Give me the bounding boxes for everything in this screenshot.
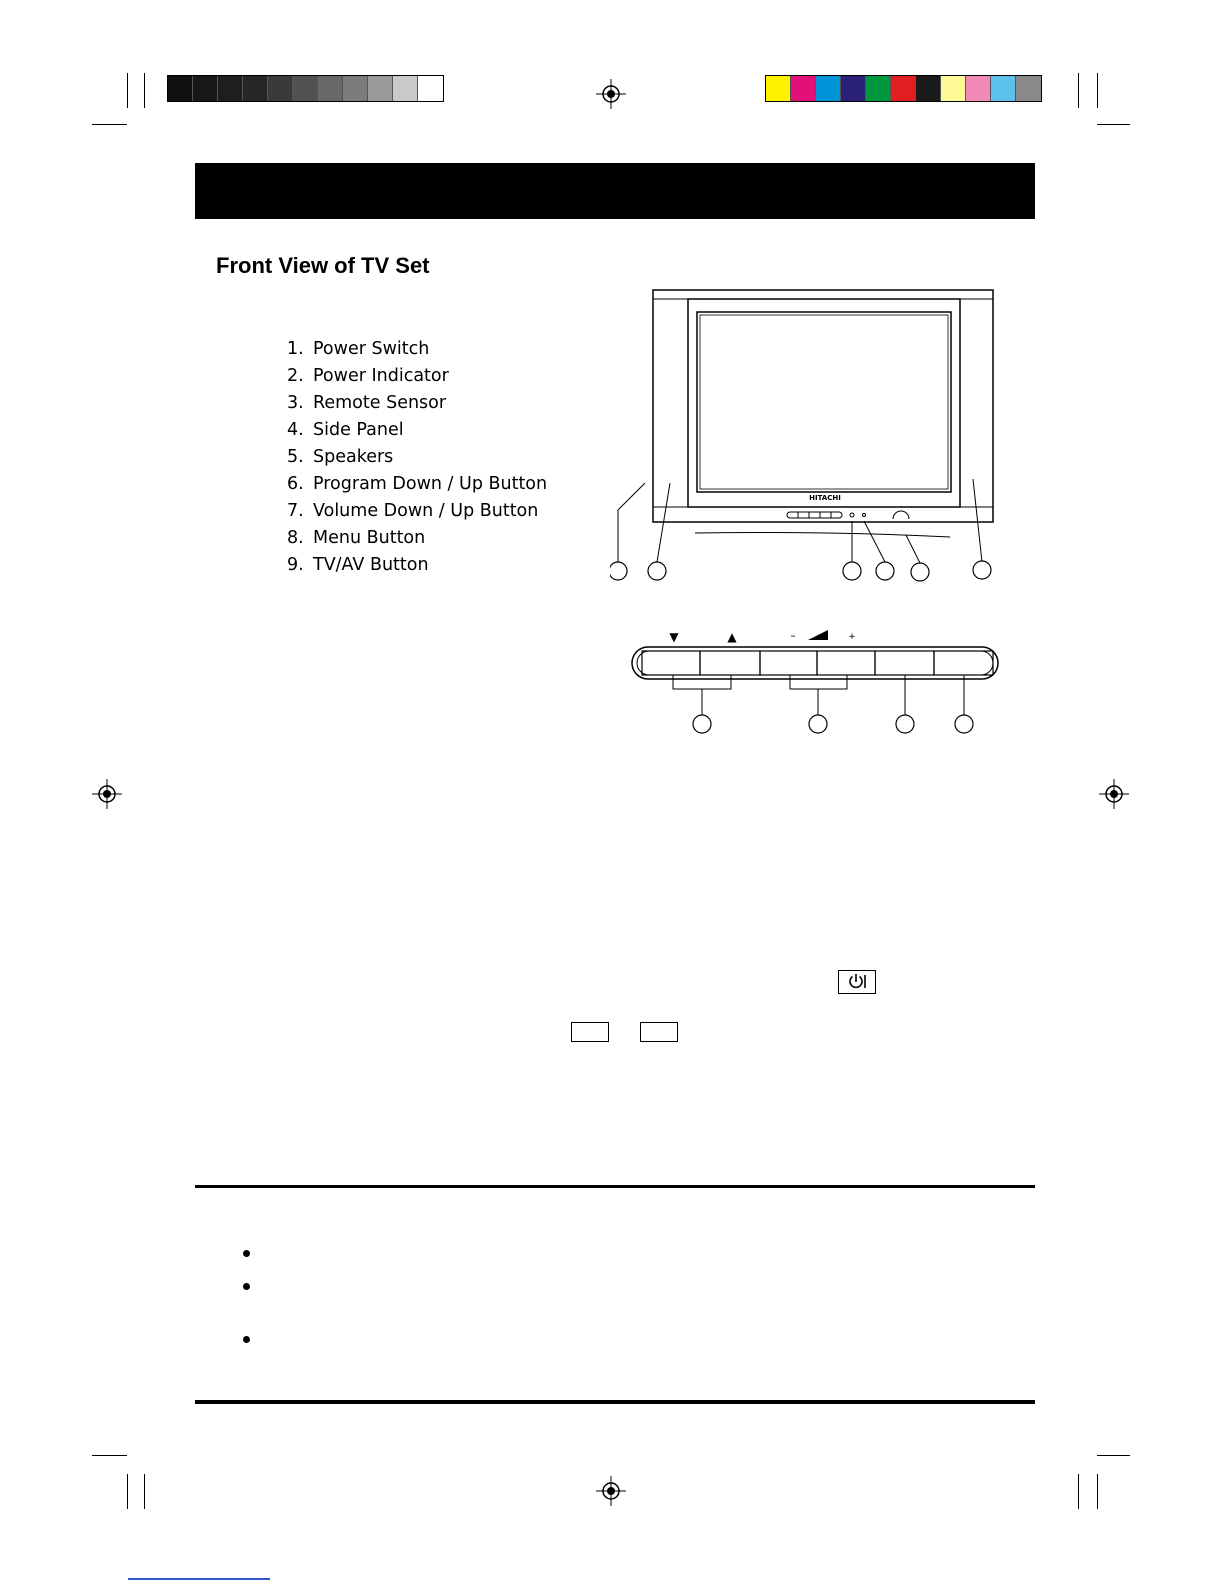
grayscale-calibration-bar bbox=[167, 75, 444, 102]
screen-bezel bbox=[688, 299, 960, 507]
registration-target-icon bbox=[596, 1476, 626, 1506]
parts-item-label: Volume Down / Up Button bbox=[313, 501, 539, 521]
parts-item-label: Program Down / Up Button bbox=[313, 474, 548, 494]
parts-item-number: 1. bbox=[287, 339, 304, 359]
parts-item-number: 5. bbox=[287, 447, 304, 467]
bullet-point bbox=[243, 1283, 250, 1290]
bottom-underline bbox=[128, 1578, 270, 1580]
color-swatch bbox=[193, 76, 218, 101]
color-swatch bbox=[941, 76, 966, 101]
parts-item-label: Power Switch bbox=[313, 339, 430, 359]
menu-button bbox=[875, 651, 934, 675]
color-swatch bbox=[268, 76, 293, 101]
callout-circle bbox=[896, 715, 914, 733]
tv-cabinet bbox=[653, 290, 993, 522]
parts-item-number: 4. bbox=[287, 420, 304, 440]
bullet-point bbox=[243, 1336, 250, 1343]
tv-screen bbox=[697, 312, 951, 492]
power-symbol-box bbox=[838, 970, 876, 994]
parts-list-item bbox=[287, 525, 547, 552]
parts-item-label: Power Indicator bbox=[313, 366, 449, 386]
section-title: Front View of TV Set bbox=[216, 253, 430, 278]
crop-mark bbox=[127, 73, 128, 108]
header-band bbox=[195, 163, 1035, 219]
callout-circle bbox=[973, 561, 991, 579]
parts-item-label: Remote Sensor bbox=[313, 393, 447, 413]
parts-item-number: 9. bbox=[287, 555, 304, 575]
crop-mark bbox=[1078, 1474, 1079, 1509]
color-swatch bbox=[766, 76, 791, 101]
parts-list-item bbox=[287, 363, 547, 390]
crop-mark bbox=[1097, 1474, 1098, 1509]
parts-item-label: Menu Button bbox=[313, 528, 426, 548]
parts-list bbox=[287, 336, 547, 579]
parts-item-number: 3. bbox=[287, 393, 304, 413]
footer-divider bbox=[195, 1400, 1035, 1404]
callout-circle bbox=[610, 562, 627, 580]
registration-target-icon bbox=[1099, 779, 1129, 809]
volume-plus-symbol: + bbox=[848, 632, 856, 642]
color-swatch bbox=[243, 76, 268, 101]
parts-list-item bbox=[287, 336, 547, 363]
color-swatch bbox=[218, 76, 243, 101]
callout-circle bbox=[693, 715, 711, 733]
program-up-symbol: ▲ bbox=[727, 630, 737, 644]
callout-circle bbox=[911, 563, 929, 581]
crop-mark bbox=[127, 1474, 128, 1509]
tv-brand-label: HITACHI bbox=[809, 494, 841, 502]
parts-item-number: 6. bbox=[287, 474, 304, 494]
callout-circle bbox=[648, 562, 666, 580]
power-switch-button bbox=[893, 511, 909, 519]
parts-list-item bbox=[287, 552, 547, 579]
color-swatch bbox=[816, 76, 841, 101]
color-swatch bbox=[168, 76, 193, 101]
tv-button-strip bbox=[787, 512, 842, 518]
power-indicator-led bbox=[850, 513, 854, 517]
crop-mark bbox=[1097, 1455, 1130, 1456]
color-swatch bbox=[891, 76, 916, 101]
callout-circle bbox=[876, 562, 894, 580]
parts-list-item bbox=[287, 471, 547, 498]
section-divider bbox=[195, 1185, 1035, 1188]
volume-down-button bbox=[760, 651, 817, 675]
crop-mark bbox=[1097, 124, 1130, 125]
parts-item-number: 8. bbox=[287, 528, 304, 548]
crop-mark bbox=[144, 1474, 145, 1509]
color-swatch bbox=[418, 76, 443, 101]
color-swatch bbox=[966, 76, 991, 101]
volume-up-button bbox=[817, 651, 875, 675]
color-swatch bbox=[1016, 76, 1041, 101]
color-swatch bbox=[791, 76, 816, 101]
parts-list-item bbox=[287, 444, 547, 471]
parts-list-item bbox=[287, 390, 547, 417]
program-down-symbol: ▼ bbox=[669, 630, 679, 644]
parts-item-number: 2. bbox=[287, 366, 304, 386]
crop-mark bbox=[1097, 73, 1098, 108]
callout-circle bbox=[955, 715, 973, 733]
bullet-point bbox=[243, 1250, 250, 1257]
color-swatch bbox=[318, 76, 343, 101]
remote-sensor-window bbox=[863, 514, 866, 517]
crop-mark bbox=[144, 73, 145, 108]
parts-item-number: 7. bbox=[287, 501, 304, 521]
registration-target-icon bbox=[596, 79, 626, 109]
crop-mark bbox=[92, 1455, 127, 1456]
volume-ramp-icon bbox=[808, 630, 828, 640]
parts-item-label: Side Panel bbox=[313, 420, 404, 440]
button-symbol-box bbox=[640, 1022, 678, 1042]
power-standby-icon bbox=[839, 971, 874, 992]
crop-mark bbox=[1078, 73, 1079, 108]
program-up-button bbox=[700, 651, 760, 675]
color-swatch bbox=[866, 76, 891, 101]
color-swatch bbox=[393, 76, 418, 101]
color-swatch bbox=[916, 76, 941, 101]
color-swatch bbox=[293, 76, 318, 101]
volume-minus-symbol: – bbox=[790, 629, 796, 642]
callout-circle bbox=[843, 562, 861, 580]
color-swatch bbox=[368, 76, 393, 101]
color-swatch bbox=[991, 76, 1016, 101]
tv-av-button bbox=[934, 651, 993, 675]
parts-list-item bbox=[287, 498, 547, 525]
program-down-button bbox=[642, 651, 700, 675]
color-swatch bbox=[841, 76, 866, 101]
callout-circle bbox=[809, 715, 827, 733]
parts-list-item bbox=[287, 417, 547, 444]
parts-item-label: Speakers bbox=[313, 447, 394, 467]
button-symbol-box bbox=[571, 1022, 609, 1042]
tv-front-view-diagram bbox=[610, 285, 1010, 590]
registration-target-icon bbox=[92, 779, 122, 809]
crop-mark bbox=[92, 124, 127, 125]
parts-item-label: TV/AV Button bbox=[313, 555, 429, 575]
color-calibration-bar bbox=[765, 75, 1042, 102]
button-panel-diagram bbox=[630, 625, 1010, 745]
button-panel-outline bbox=[632, 647, 998, 679]
color-swatch bbox=[343, 76, 368, 101]
